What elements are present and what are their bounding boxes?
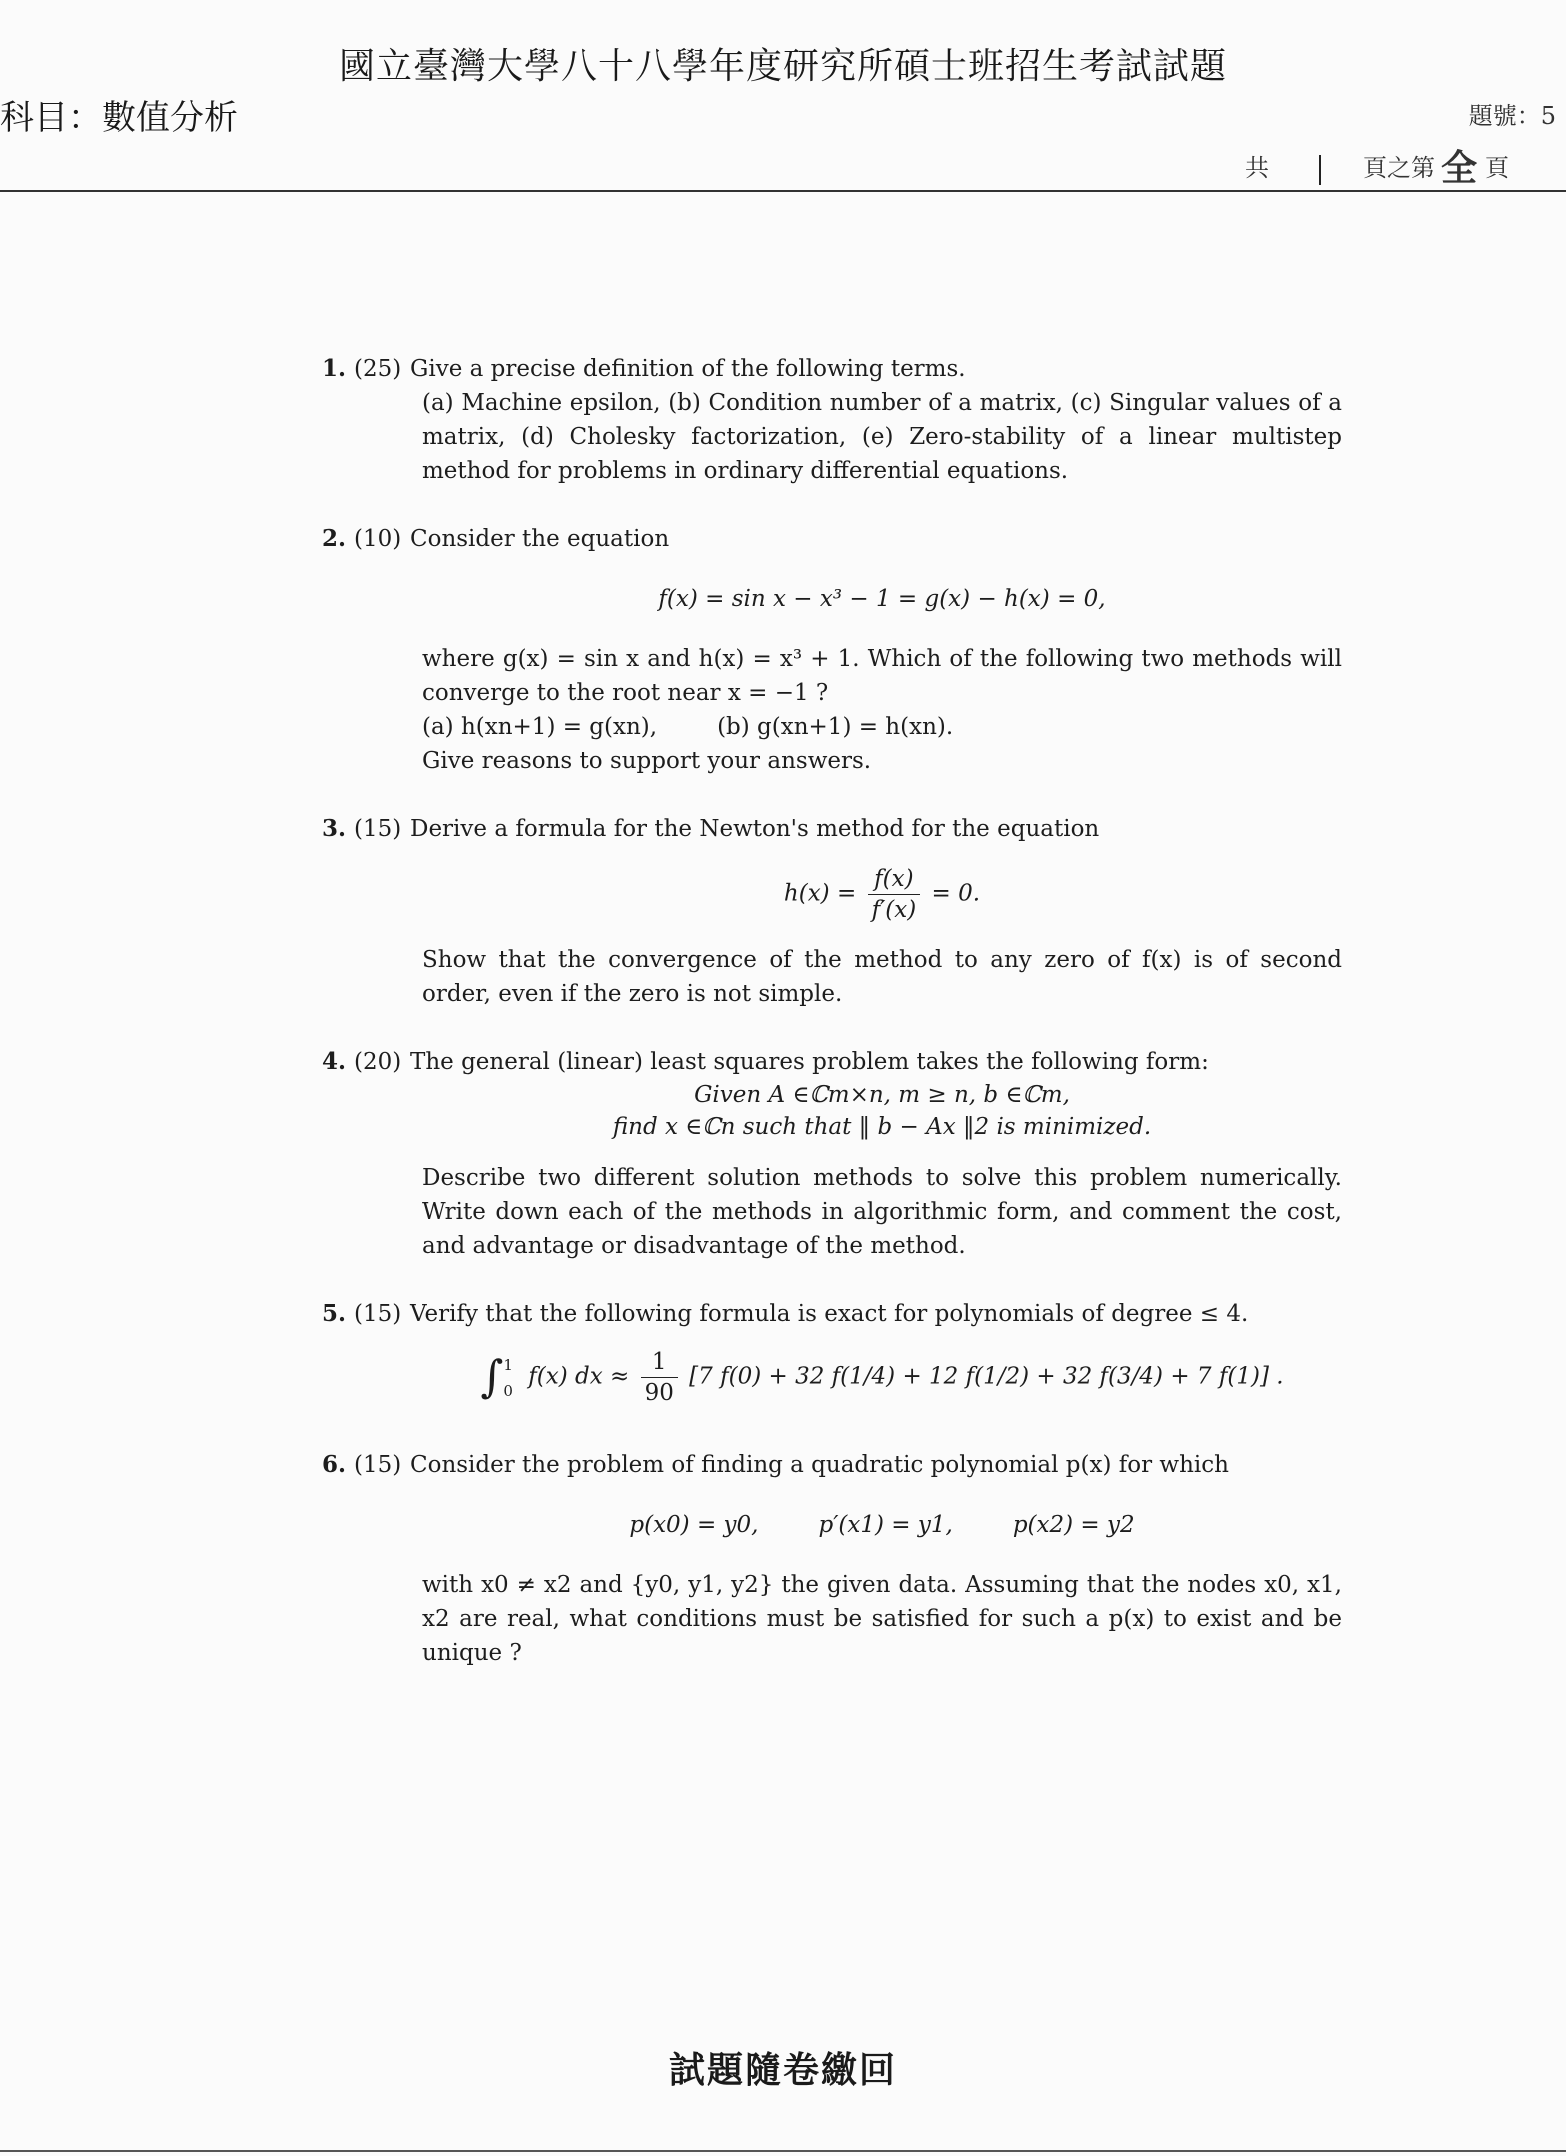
problem-weight: (15) bbox=[354, 1301, 402, 1327]
condition-3: p(x2) = y2 bbox=[1012, 1512, 1135, 1538]
ls-find-line: find x ∈ℂn such that ‖ b − Ax ‖2 is minimized. bbox=[612, 1114, 1152, 1140]
problem-body: Show that the convergence of the method to any zero of f(x) is of second order, even if the zero is not simple. bbox=[422, 947, 1342, 1007]
fraction-numerator: 1 bbox=[641, 1347, 678, 1378]
option-b: (b) g(xn+1) = h(xn). bbox=[717, 714, 954, 740]
problem-number: 1. bbox=[322, 355, 347, 382]
problem-number: 5. bbox=[322, 1300, 347, 1327]
page-info bbox=[1245, 140, 1509, 191]
pages-count-mark bbox=[1319, 155, 1321, 185]
pages-total-label: 共 bbox=[1245, 154, 1269, 182]
page-end-label: 頁 bbox=[1485, 154, 1510, 182]
problem-1 bbox=[322, 352, 1342, 488]
problem-6 bbox=[322, 1448, 1342, 1670]
question-number: 題號：5 bbox=[1468, 102, 1556, 130]
problem-weight: (25) bbox=[354, 356, 402, 382]
problem-number: 2. bbox=[322, 525, 347, 552]
integral-sign: ∫ bbox=[480, 1351, 504, 1403]
subject-label: 科目：數值分析 bbox=[0, 98, 238, 138]
quadrature-sum: [7 f(0) + 32 f(1/4) + 12 f(1/2) + 32 f(3/4) + 7 f(1)] . bbox=[689, 1363, 1284, 1390]
eq-numerator: f(x) bbox=[868, 864, 921, 895]
eq-lhs: h(x) = bbox=[783, 880, 857, 907]
fraction-denominator: 90 bbox=[644, 1380, 674, 1406]
conditions bbox=[422, 1508, 1342, 1542]
problem-body: where g(x) = sin x and h(x) = x³ + 1. Which of the following two methods will converge to the root near x = −1 ? bbox=[422, 646, 1342, 706]
problem-lead bbox=[322, 1045, 1342, 1079]
footer-notice: 試題隨卷繳回 bbox=[668, 2049, 897, 2091]
weight-fraction bbox=[641, 1347, 678, 1408]
problem-lead-text: Derive a formula for the Newton's method for the equation bbox=[410, 816, 1100, 842]
problem-number: 3. bbox=[322, 815, 347, 842]
problem-number: 4. bbox=[322, 1048, 347, 1075]
problem-lead-text: Give a precise definition of the following terms. bbox=[410, 356, 966, 382]
problem-lead bbox=[322, 1297, 1342, 1331]
options-row bbox=[422, 710, 1342, 744]
header-divider bbox=[0, 190, 1566, 192]
eq-rhs: = 0. bbox=[931, 880, 981, 907]
option-a: (a) h(xn+1) = g(xn), bbox=[422, 714, 658, 740]
exam-title: 國立臺灣大學八十八學年度研究所碩士班招生考試試題 bbox=[338, 46, 1227, 87]
problem-lead-text: Consider the equation bbox=[410, 526, 670, 552]
problem-5 bbox=[322, 1297, 1342, 1408]
problem-weight: (20) bbox=[354, 1049, 402, 1075]
eq-fraction bbox=[868, 864, 921, 925]
problem-body: with x0 ≠ x2 and {y0, y1, y2} the given data. Assuming that the nodes x0, x1, x2 are real, what conditions must be satisfied for such a p(x) to exist and be unique ? bbox=[422, 1572, 1342, 1666]
problem-body-2: Give reasons to support your answers. bbox=[422, 748, 872, 774]
problem-number: 6. bbox=[322, 1451, 347, 1478]
problem-lead bbox=[322, 1448, 1342, 1482]
problem-lead-text: Consider the problem of finding a quadratic polynomial p(x) for which bbox=[410, 1452, 1229, 1478]
problem-lead bbox=[322, 352, 1342, 386]
integral-upper: 1 bbox=[503, 1355, 513, 1374]
integral-lower: 0 bbox=[503, 1381, 513, 1400]
problem-weight: (15) bbox=[354, 1452, 402, 1478]
problem-lead bbox=[322, 522, 1342, 556]
condition-2: p′(x1) = y1, bbox=[818, 1512, 953, 1538]
problem-2 bbox=[322, 522, 1342, 778]
problem-body: Describe two different solution methods to solve this problem numerically. Write down each of the methods in algorithmic form, and comment the cost, and advantage or disadvantage of the method. bbox=[422, 1165, 1342, 1259]
integral-limits bbox=[503, 1352, 513, 1404]
problem-lead bbox=[322, 812, 1342, 846]
ls-given-line: Given A ∈ℂm×n, m ≥ n, b ∈ℂm, bbox=[694, 1082, 1070, 1108]
integral-formula bbox=[422, 1347, 1342, 1408]
page-current: 全 bbox=[1441, 147, 1478, 189]
problems-list bbox=[322, 352, 1342, 1670]
problem-body: (a) Machine epsilon, (b) Condition number of a matrix, (c) Singular values of a matrix, (d) Cholesky factorization, (e) Zero-stability of a linear multistep method for problems in ordinary differential equations. bbox=[422, 390, 1342, 484]
condition-1: p(x0) = y0, bbox=[629, 1512, 759, 1538]
problem-lead-text: The general (linear) least squares problem takes the following form: bbox=[410, 1049, 1209, 1075]
equation: f(x) = sin x − x³ − 1 = g(x) − h(x) = 0, bbox=[658, 586, 1106, 612]
problem-4 bbox=[322, 1045, 1342, 1263]
problem-weight: (10) bbox=[354, 526, 402, 552]
equation bbox=[422, 864, 1342, 925]
page-of-label: 頁之第 bbox=[1363, 154, 1435, 182]
problem-3 bbox=[322, 812, 1342, 1011]
problem-lead-text: Verify that the following formula is exact for polynomials of degree ≤ 4. bbox=[410, 1301, 1249, 1327]
eq-denominator: f′(x) bbox=[871, 897, 917, 923]
problem-weight: (15) bbox=[354, 816, 402, 842]
footer-divider bbox=[0, 2150, 1566, 2152]
integrand: f(x) dx ≈ bbox=[528, 1363, 630, 1390]
